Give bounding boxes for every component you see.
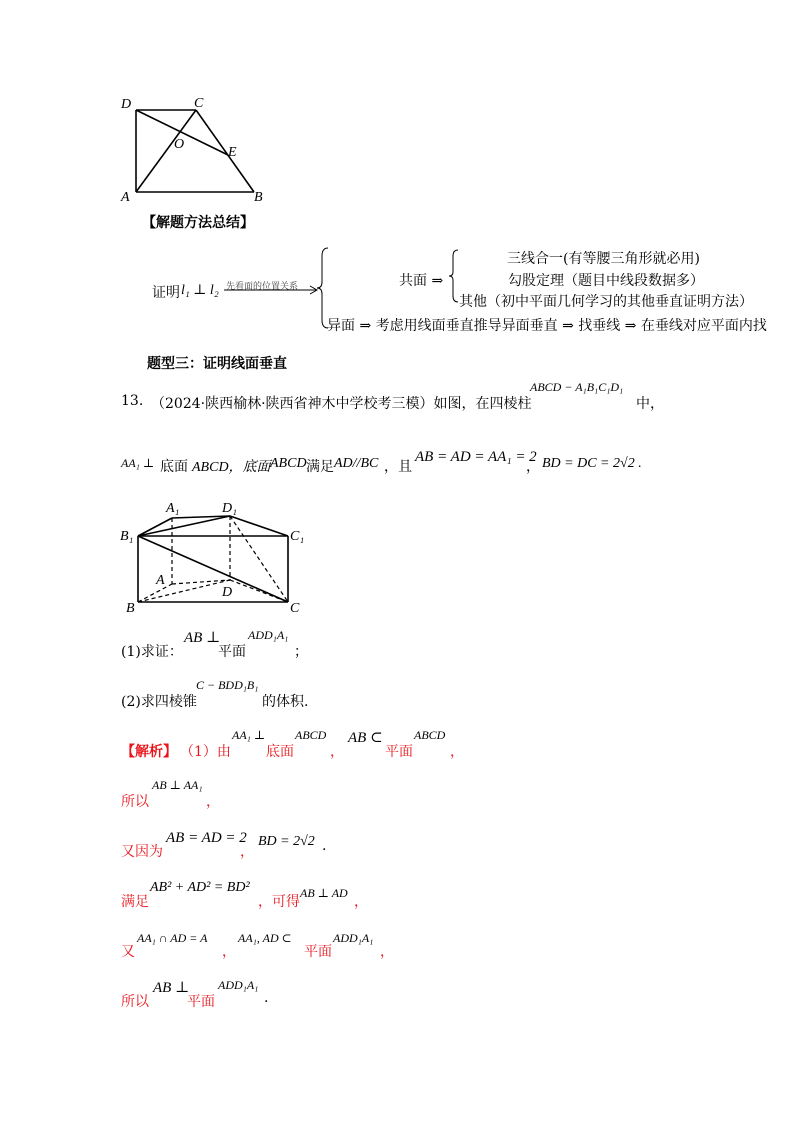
figure-trapezoid	[118, 92, 278, 204]
sol-l5-end: ，	[380, 944, 394, 960]
flow-arrow	[222, 284, 322, 296]
sol-l5-comma: ，	[222, 944, 236, 960]
sol-l1-abcd2: ABCD	[414, 728, 446, 742]
sol-l4-b: ，可得	[258, 894, 300, 910]
label-O: O	[174, 137, 185, 152]
sol-l6-end: .	[264, 990, 269, 1006]
sol-l6-pn: ADD₁A₁	[218, 978, 259, 992]
problem-zhong: 中，	[636, 396, 664, 412]
cond-satisfy: 满足	[306, 459, 334, 475]
label-D1: D₁	[222, 501, 237, 516]
sol-l3-comma: ，	[240, 844, 254, 860]
sol-l4-res: AB ⊥ AD	[300, 886, 348, 900]
sol-l3-a: 又因为	[121, 844, 163, 860]
sol-l1-base: 底面	[266, 744, 294, 760]
sol-l4-end: ，	[354, 894, 368, 910]
sol-l2-end: ，	[206, 794, 220, 810]
label-B: B	[126, 601, 135, 616]
solution-tag: 【解析】	[121, 744, 177, 760]
flow-prove-math: l₁ ⊥ l₂	[181, 283, 219, 298]
cond-base: 底面	[160, 459, 188, 475]
sol-l5-plane: 平面	[304, 944, 332, 960]
sol-l2-math: AB ⊥ AA₁	[152, 778, 203, 792]
flow-item-1: 三线合一(有等腰三角形就必用)	[507, 251, 700, 267]
sol-l5-a: 又	[121, 944, 135, 960]
problem-prism: ABCD − A₁B₁C₁D₁	[530, 380, 624, 394]
label-D: D	[222, 585, 233, 600]
type3-heading: 题型三：证明线面垂直	[147, 356, 287, 372]
sol-l1-end: ，	[450, 744, 464, 760]
sol-l4-a: 满足	[121, 894, 149, 910]
sol-l2-a: 所以	[121, 794, 149, 810]
sol-l1-ab: AB ⊂	[348, 730, 383, 746]
figure-prism	[118, 494, 314, 618]
sol-l1-aa1: AA₁ ⊥	[232, 728, 266, 742]
label-C: C	[194, 96, 204, 111]
label-B: B	[254, 190, 263, 204]
sol-l5-pn: ADD₁A₁	[333, 931, 374, 945]
cond-eq: AB = AD = AA₁ = 2	[415, 449, 537, 465]
sol-l3-bd: BD = 2√2	[258, 834, 315, 849]
cond-bd: BD = DC = 2√2 .	[542, 456, 642, 471]
label-C1: C₁	[290, 529, 305, 544]
sol-l3-math: AB = AD = 2	[166, 830, 247, 846]
sol-l4-math: AB² + AD² = BD²	[150, 880, 250, 895]
q2-prefix: (2)求四棱锥	[121, 694, 197, 710]
label-A: A	[121, 190, 130, 204]
cond-qie: ，且	[384, 459, 412, 475]
flow-item-2: 勾股定理（题目中线段数据多）	[508, 273, 704, 289]
q1-prefix: (1)求证：	[121, 644, 183, 660]
q2-end: 的体积.	[262, 694, 309, 710]
problem-number: 13.	[121, 393, 144, 409]
problem-source: （2024·陕西榆林·陕西省神木中学校考三模）如图，在四棱柱	[151, 396, 532, 412]
cond-aa1: AA₁ ⊥	[121, 456, 155, 470]
flow-coplanar: 共面 ⇒	[399, 273, 444, 289]
sol-l6-a: 所以	[121, 994, 149, 1010]
q1-plane: 平面	[218, 644, 246, 660]
flow-prove-prefix: 证明	[152, 285, 180, 301]
cond-abcd2: ABCD	[270, 456, 307, 471]
flow-item-3: 其他（初中平面几何学习的其他垂直证明方法）	[459, 294, 753, 310]
label-C: C	[290, 601, 300, 616]
flow-arrow-note: 先看面的位置关系	[226, 282, 299, 292]
q1-plane-name: ADD₁A₁	[248, 628, 289, 642]
cond-parallel: AD//BC	[334, 456, 379, 471]
sol-l5-inter: AA₁ ∩ AD = A	[137, 931, 208, 945]
sol-l1-comma: ，	[330, 744, 344, 760]
label-D: D	[121, 97, 132, 112]
sol-l3-end: .	[322, 838, 327, 854]
q1-end: ；	[294, 644, 308, 660]
label-A1: A₁	[166, 501, 180, 516]
cond-comma: ，	[526, 459, 540, 475]
q1-ab: AB ⊥	[184, 630, 221, 646]
summary-heading: 【解题方法总结】	[142, 215, 254, 231]
sol-l6-plane: 平面	[187, 994, 215, 1010]
sol-l5-sub: AA₁, AD ⊂	[238, 931, 292, 945]
label-E: E	[228, 145, 237, 160]
label-B1: B₁	[120, 529, 134, 544]
cond-abcd: ABCD，底面	[192, 460, 271, 475]
flow-skew: 异面 ⇒ 考虑用线面垂直推导异面垂直 ⇒ 找垂线 ⇒ 在垂线对应平面内找	[327, 318, 767, 334]
label-A: A	[156, 573, 165, 588]
sol-l1-plane: 平面	[385, 744, 413, 760]
sol-l1-abcd: ABCD	[295, 728, 327, 742]
q2-pyramid: C − BDD₁B₁	[196, 678, 259, 692]
sol-l6-ab: AB ⊥	[153, 980, 190, 996]
sol-l1-a: （1）由	[180, 744, 231, 760]
